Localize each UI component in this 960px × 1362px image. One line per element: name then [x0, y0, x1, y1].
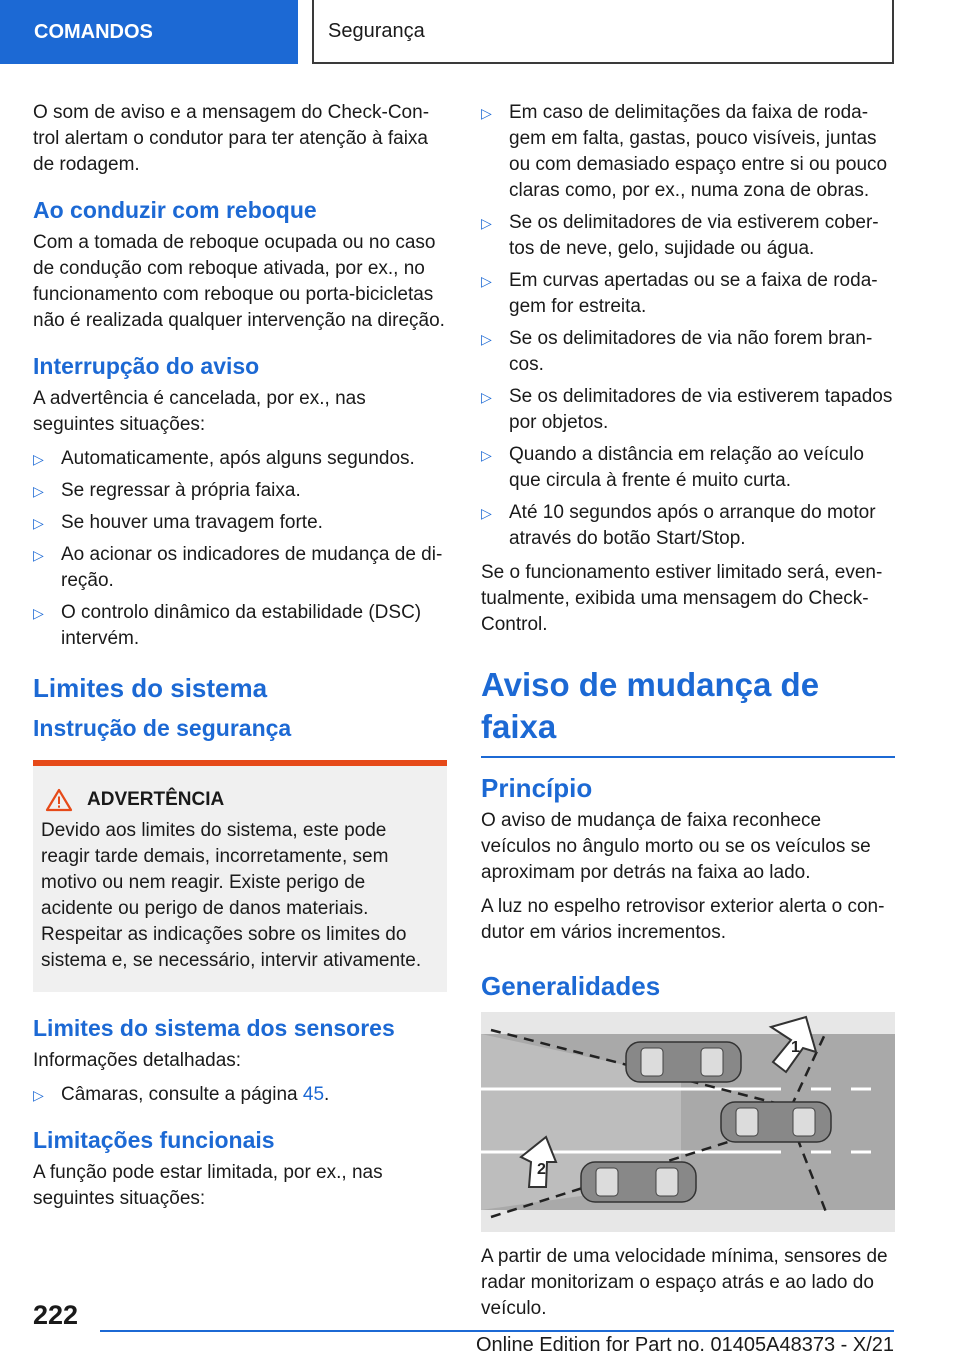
general-heading: Generalidades [481, 971, 661, 1001]
triangle-right-icon: ▷ [481, 273, 492, 289]
sensor-limits-paragraph: Informações detalhadas: [33, 1050, 242, 1071]
right-column [481, 100, 895, 1330]
functional-list [481, 100, 895, 552]
list-item: ▷ Automaticamente, após alguns segundos. [33, 446, 447, 472]
list-item: ▷ O controlo dinâmico da estabilidade (DSC) intervém. [33, 602, 422, 649]
principle-paragraph-2: A luz no espelho retrovisor exterior alerta o condutor em vários incrementos. [481, 896, 885, 943]
towing-heading: Ao conduzir com reboque [33, 197, 317, 223]
towing-paragraph: Com a tomada de reboque ocupada ou no caso de condução com reboque ativada, por ex., no funcionamento com reboque ou porta-bicicletas não é realizada qualquer intervenção na direção. [33, 232, 445, 331]
triangle-right-icon: ▷ [33, 515, 44, 531]
principle-paragraph-1: O aviso de mudança de faixa reconhece veículos no ângulo morto ou se os veículos se aproximam por detrás na faixa ao lado. [481, 810, 871, 883]
list-item: ▷ Se houver uma travagem forte. [33, 510, 447, 536]
list-item: ▷ Em curvas apertadas ou se a faixa de rodagem for estreita. [481, 270, 878, 317]
footer-divider [100, 1330, 894, 1332]
figure-caption: A partir de uma velocidade mínima, sensores de radar monitorizam o espaço atrás e ao lado do veículo. [481, 1246, 888, 1319]
figure-label-1: 1 [791, 1039, 800, 1056]
warning-text: Devido aos limites do sistema, este pode reagir tarde demais, incorretamente, sem motivo ou nem reagir. Existe perigo de acidente ou perigo de danos materiais. Respeitar as indicações sobre os limites do sistema e, se necessário, intervir ativamente. [41, 820, 422, 971]
triangle-right-icon: ▷ [33, 483, 44, 499]
functional-limits-paragraph: A função pode estar limitada, por ex., nas seguintes situações: [33, 1162, 383, 1209]
list-item: ▷ Se os delimitadores de via não forem brancos. [481, 328, 873, 375]
header-topic-label: Segurança [328, 19, 425, 42]
principle-heading: Princípio [481, 773, 593, 803]
list-item: ▷ Ao acionar os indicadores de mudança de direção. [33, 544, 443, 591]
intro-paragraph: O som de aviso e a mensagem do Check-Control alertam o condutor para ter atenção à faixa de rodagem. [33, 102, 430, 175]
triangle-right-icon: ▷ [481, 105, 492, 121]
triangle-right-icon: ▷ [481, 389, 492, 405]
list-item: ▷ Câmaras, consulte a página 45. [33, 1082, 447, 1108]
page-link[interactable]: 45 [302, 1084, 325, 1105]
triangle-right-icon: ▷ [481, 447, 492, 463]
lane-change-heading: Aviso de mudança de faixa [481, 664, 895, 758]
system-limits-heading: Limites do sistema [33, 673, 268, 703]
limited-paragraph: Se o funcionamento estiver limitado será, eventualmente, exibida uma mensagem do Check-Control. [481, 562, 883, 635]
list-item: ▷ Se os delimitadores de via estiverem tapados por objetos. [481, 386, 893, 433]
footer-edition: Online Edition for Part no. 01405A48373 - X/21 [475, 1334, 894, 1356]
triangle-right-icon: ▷ [33, 547, 44, 563]
header-topic-box [312, 0, 894, 64]
left-column [33, 100, 447, 1220]
warning-box [33, 760, 447, 992]
functional-limits-heading: Limitações funcionais [33, 1127, 275, 1153]
warning-title-text: ADVERTÊNCIA [87, 789, 225, 810]
figure-label-2: 2 [537, 1161, 546, 1178]
list-item: ▷ Em caso de delimitações da faixa de rodagem em falta, gastas, pouco visíveis, juntas ou com demasiado espaço entre si ou pouco claras como, por ex., numa zona de obras. [481, 102, 888, 201]
interruption-paragraph: A advertência é cancelada, por ex., nas seguintes situações: [33, 388, 366, 435]
triangle-right-icon: ▷ [33, 1087, 44, 1103]
interruption-list [33, 446, 447, 652]
page-number: 222 [33, 1300, 79, 1330]
warning-triangle-icon [45, 788, 73, 812]
list-item: ▷ Se regressar à própria faixa. [33, 478, 447, 504]
sensor-list [33, 1082, 447, 1108]
triangle-right-icon: ▷ [481, 215, 492, 231]
list-item: ▷ Quando a distância em relação ao veículo que circula à frente é muito curta. [481, 444, 864, 491]
header-section-tab [0, 0, 298, 64]
triangle-right-icon: ▷ [33, 605, 44, 621]
triangle-right-icon: ▷ [481, 331, 492, 347]
header-section-label: COMANDOS [34, 20, 153, 43]
list-item: ▷ Até 10 segundos após o arranque do motor através do botão Start/Stop. [481, 502, 876, 549]
warning-title [45, 788, 439, 812]
sensor-limits-heading: Limites do sistema dos sensores [33, 1015, 395, 1041]
safety-heading: Instrução de segurança [33, 715, 292, 741]
triangle-right-icon: ▷ [33, 451, 44, 467]
road-diagram [481, 1012, 895, 1232]
list-item: ▷ Se os delimitadores de via estiverem cobertos de neve, gelo, sujidade ou água. [481, 212, 879, 259]
lane-change-figure [481, 1012, 895, 1232]
interruption-heading: Interrupção do aviso [33, 353, 260, 379]
triangle-right-icon: ▷ [481, 505, 492, 521]
